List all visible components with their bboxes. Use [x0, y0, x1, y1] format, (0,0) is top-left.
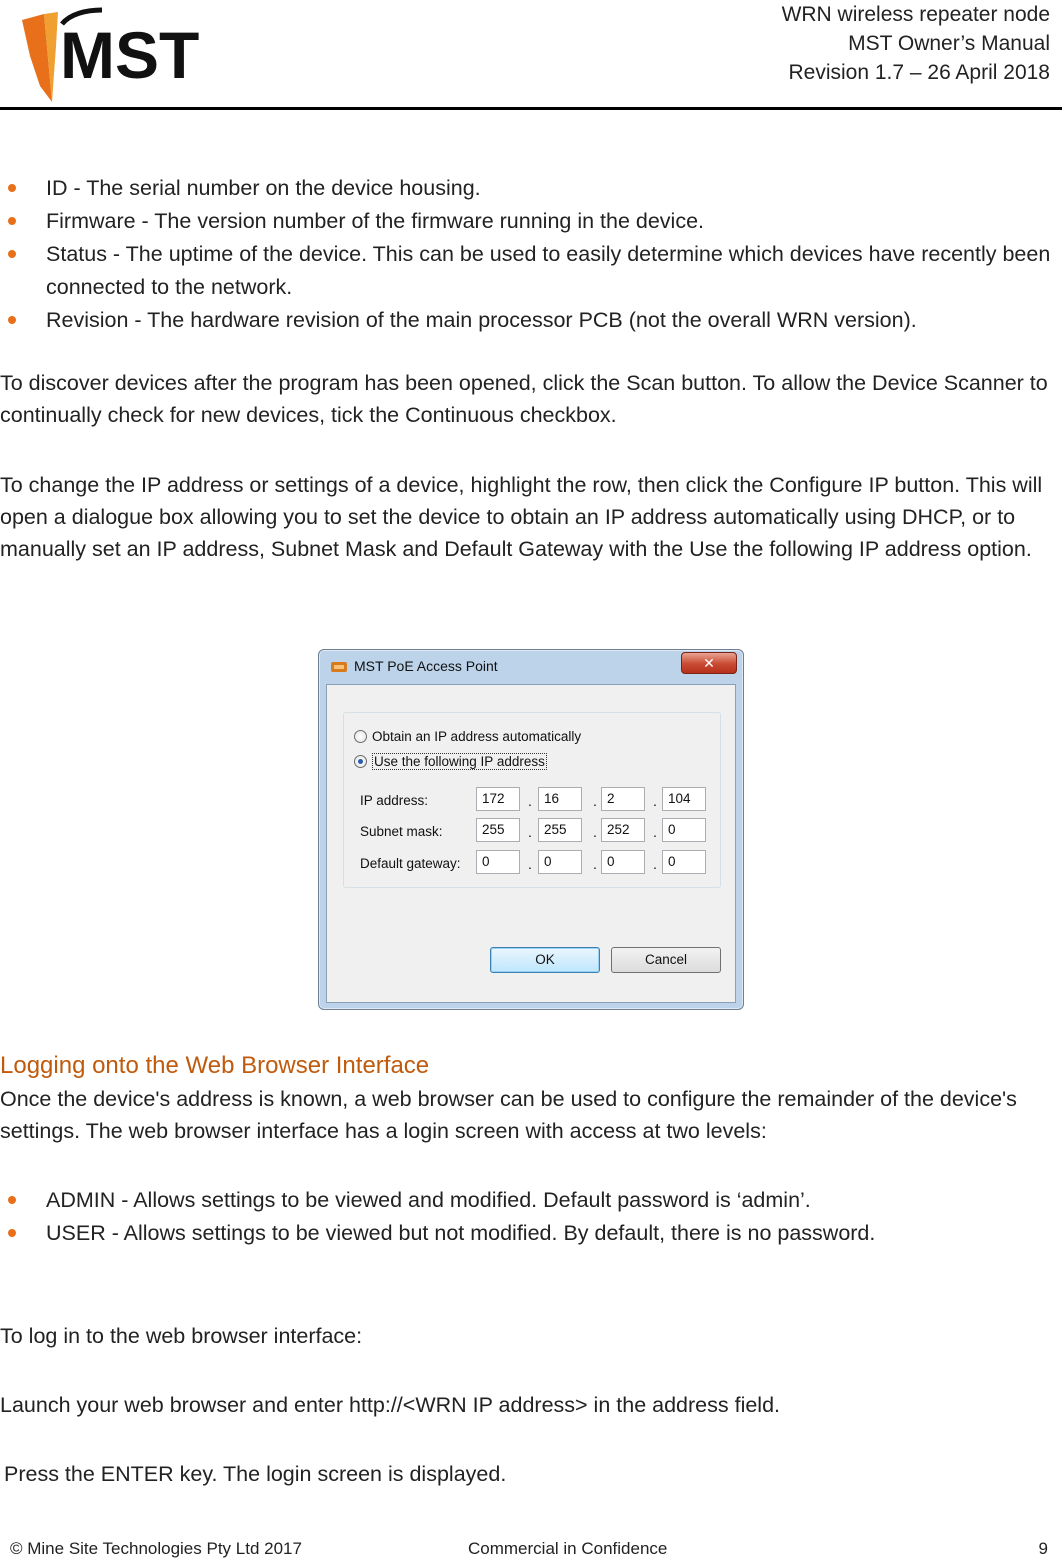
mst-logo — [18, 6, 238, 106]
ok-button[interactable]: OK — [490, 947, 600, 973]
gateway-octet-2[interactable]: 0 — [538, 850, 582, 874]
octet-separator: . — [653, 824, 657, 840]
paragraph-to-login: To log in to the web browser interface: — [0, 1324, 363, 1348]
footer-page-number: 9 — [1038, 1539, 1048, 1558]
dialog-title: MST PoE Access Point — [354, 658, 498, 674]
list-item: ADMIN - Allows settings to be viewed and modified. Default password is ‘admin’. — [0, 1184, 1062, 1217]
paragraph-launch: Launch your web browser and enter http://<WRN IP address> in the address field. — [0, 1393, 781, 1417]
bullet-icon — [8, 1229, 16, 1237]
access-levels-list — [0, 1184, 1062, 1250]
header-line-product: WRN wireless repeater node — [781, 3, 1050, 26]
octet-separator: . — [653, 793, 657, 809]
paragraph-login-intro: Once the device's address is known, a web browser can be used to configure the remainder of the device's settings. The web browser interface has a login screen with access at two levels: — [0, 1087, 1017, 1143]
subnet-octet-3[interactable]: 252 — [601, 818, 645, 842]
bullet-icon — [8, 316, 16, 324]
header-divider — [0, 107, 1062, 110]
octet-separator: . — [528, 793, 532, 809]
octet-separator: . — [528, 824, 532, 840]
radio-off-icon — [354, 730, 367, 743]
dialog-body — [326, 684, 736, 1003]
paragraph-scan: To discover devices after the program has been opened, click the Scan button. To allow the Device Scanner to continually check for new devices, tick the Continuous checkbox. — [0, 371, 1048, 427]
cancel-button[interactable]: Cancel — [611, 947, 721, 973]
paragraph-enter: Press the ENTER key. The login screen is displayed. — [4, 1462, 507, 1486]
close-icon: ✕ — [703, 655, 715, 671]
octet-separator: . — [593, 824, 597, 840]
logo-text: MST — [60, 18, 200, 92]
subnet-mask-label: Subnet mask: — [360, 824, 443, 839]
octet-separator: . — [593, 793, 597, 809]
bullet-icon — [8, 184, 16, 192]
subnet-octet-2[interactable]: 255 — [538, 818, 582, 842]
octet-separator: . — [528, 856, 532, 872]
radio-obtain-automatically[interactable]: Obtain an IP address automatically — [354, 729, 581, 744]
document-header — [782, 0, 1050, 87]
ip-octet-1[interactable]: 172 — [476, 787, 520, 811]
bullet-icon — [8, 1196, 16, 1204]
gateway-octet-3[interactable]: 0 — [601, 850, 645, 874]
ip-octet-2[interactable]: 16 — [538, 787, 582, 811]
ip-address-label: IP address: — [360, 793, 429, 808]
ip-octet-4[interactable]: 104 — [662, 787, 706, 811]
radio-use-following[interactable]: Use the following IP address — [354, 754, 547, 769]
bullet-icon — [8, 217, 16, 225]
default-gateway-label: Default gateway: — [360, 856, 461, 871]
octet-separator: . — [653, 856, 657, 872]
app-icon — [331, 660, 347, 674]
subnet-octet-4[interactable]: 0 — [662, 818, 706, 842]
paragraph-configure: To change the IP address or settings of a device, highlight the row, then click the Configure IP button. This will open a dialogue box allowing you to set the device to obtain an IP address automatically using DHCP, or to manually set an IP address, Subnet Mask and Default Gateway with the Use the following IP address option. — [0, 473, 1043, 561]
ip-options-group — [343, 712, 721, 888]
ip-settings-dialog — [318, 649, 744, 1010]
header-line-manual: MST Owner’s Manual — [848, 32, 1050, 55]
close-button[interactable] — [681, 652, 737, 674]
gateway-octet-1[interactable]: 0 — [476, 850, 520, 874]
footer-confidential: Commercial in Confidence — [468, 1539, 668, 1558]
list-item: Status - The uptime of the device. This can be used to easily determine which devices have recently been connected to the network. — [0, 238, 1062, 304]
bullet-icon — [8, 250, 16, 258]
section-heading: Logging onto the Web Browser Interface — [0, 1052, 430, 1079]
device-columns-list — [0, 172, 1062, 337]
radio-on-icon — [354, 755, 367, 768]
gateway-octet-4[interactable]: 0 — [662, 850, 706, 874]
footer-copyright: © Mine Site Technologies Pty Ltd 2017 — [10, 1539, 302, 1558]
octet-separator: . — [593, 856, 597, 872]
header-line-revision: Revision 1.7 – 26 April 2018 — [788, 61, 1050, 84]
list-item: ID - The serial number on the device housing. — [0, 172, 1062, 205]
list-item: Revision - The hardware revision of the main processor PCB (not the overall WRN version). — [0, 304, 1062, 337]
ip-octet-3[interactable]: 2 — [601, 787, 645, 811]
subnet-octet-1[interactable]: 255 — [476, 818, 520, 842]
list-item: USER - Allows settings to be viewed but not modified. By default, there is no password. — [0, 1217, 1062, 1250]
dialog-title-bar — [319, 650, 743, 684]
list-item: Firmware - The version number of the firmware running in the device. — [0, 205, 1062, 238]
